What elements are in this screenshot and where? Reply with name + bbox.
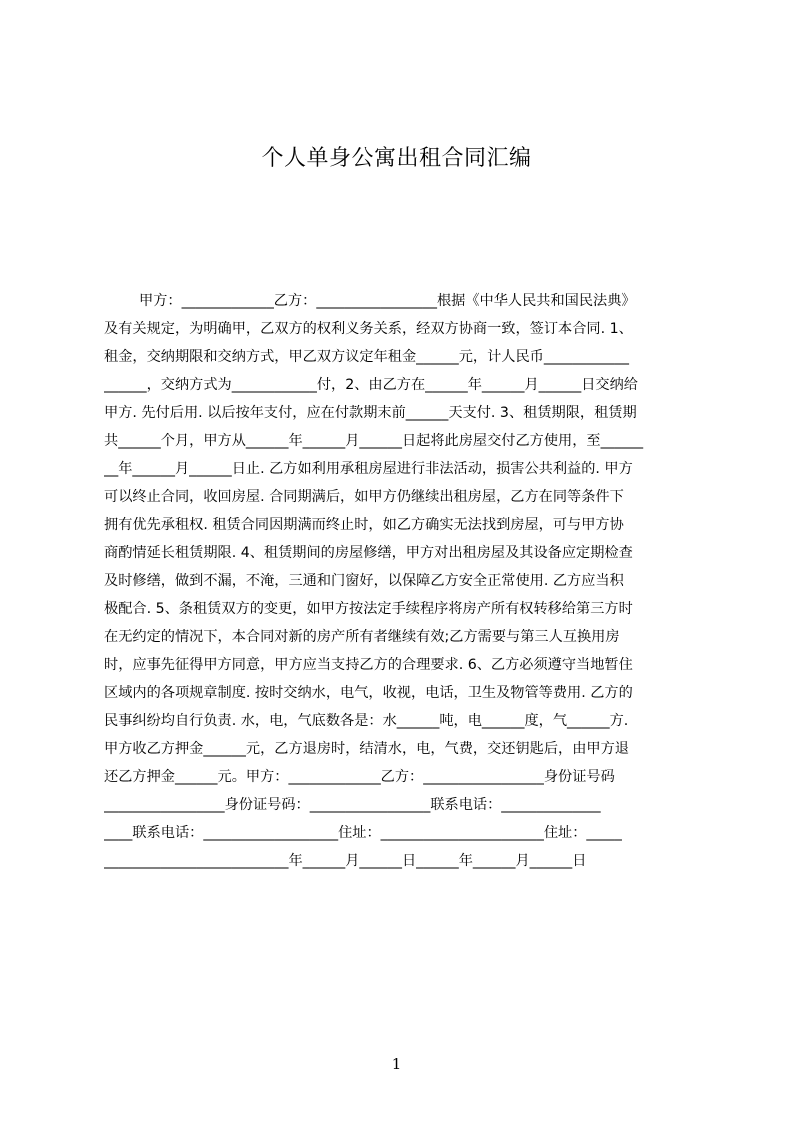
page-number: 1: [391, 1055, 402, 1073]
contract-line: 还乙方押金______元。甲方：_____________乙方：_________________身份证号码: [104, 769, 615, 785]
contract-line: ____联系电话：___________________住址：_______________________住址：_____: [104, 825, 622, 841]
contract-line: 甲方. 先付后用. 以后按年支付，应在付款期末前______天支付. 3、租赁期限，租赁期: [104, 405, 637, 421]
contract-line: 在无约定的情况下，本合同对新的房产所有者继续有效;乙方需要与第三人互换用房: [104, 629, 620, 645]
contract-line: 甲方：_____________乙方：_________________根据《中华人民共和国民法典》: [139, 293, 636, 309]
contract-line: __________________________年______月______日______年______月______日: [104, 853, 587, 869]
contract-line: 及时修缮，做到不漏，不淹，三通和门窗好，以保障乙方安全正常使用. 乙方应当积: [104, 573, 624, 589]
contract-line: 及有关规定，为明确甲，乙双方的权利义务关系，经双方协商一致，签订本合同. 1、: [104, 321, 633, 337]
contract-line: 民事纠纷均自行负责. 水，电，气底数各是：水______吨，电______度，气______方.: [104, 713, 629, 729]
contract-line: 甲方收乙方押金______元，乙方退房时，结清水，电，气费，交还钥匙后，由甲方退: [104, 741, 629, 757]
contract-line: ______，交纳方式为____________付，2、由乙方在______年______月______日交纳给: [104, 377, 638, 393]
contract-line: 极配合. 5、条租赁双方的变更，如甲方按法定手续程序将房产所有权转移给第三方时: [104, 601, 633, 617]
contract-body: [104, 287, 698, 875]
contract-line: 区域内的各项规章制度. 按时交纳水，电气，收视，电话，卫生及物管等费用. 乙方的: [104, 685, 633, 701]
contract-line: 拥有优先承租权. 租赁合同因期满而终止时，如乙方确实无法找到房屋，可与甲方协: [104, 517, 624, 533]
contract-line: 共______个月，甲方从______年______月______日起将此房屋交付乙方使用，至______: [104, 433, 644, 449]
contract-line: _________________身份证号码：_________________联系电话：______________: [104, 797, 601, 813]
contract-line: __年______月______日止. 乙方如利用承租房屋进行非法活动，损害公共利益的. 甲方: [104, 461, 633, 477]
contract-line: 租金，交纳期限和交纳方式，甲乙双方议定年租金______元，计人民币____________: [104, 349, 629, 365]
contract-line: 时，应事先征得甲方同意，甲方应当支持乙方的合理要求. 6、乙方必须遵守当地暂住: [104, 657, 633, 673]
contract-line: 可以终止合同，收回房屋. 合同期满后，如甲方仍继续出租房屋，乙方在同等条件下: [104, 489, 624, 505]
document-title: 个人单身公寓出租合同汇编: [261, 146, 532, 171]
contract-line: 商酌情延长租赁期限. 4、租赁期间的房屋修缮，甲方对出租房屋及其设备应定期检查: [104, 545, 633, 561]
